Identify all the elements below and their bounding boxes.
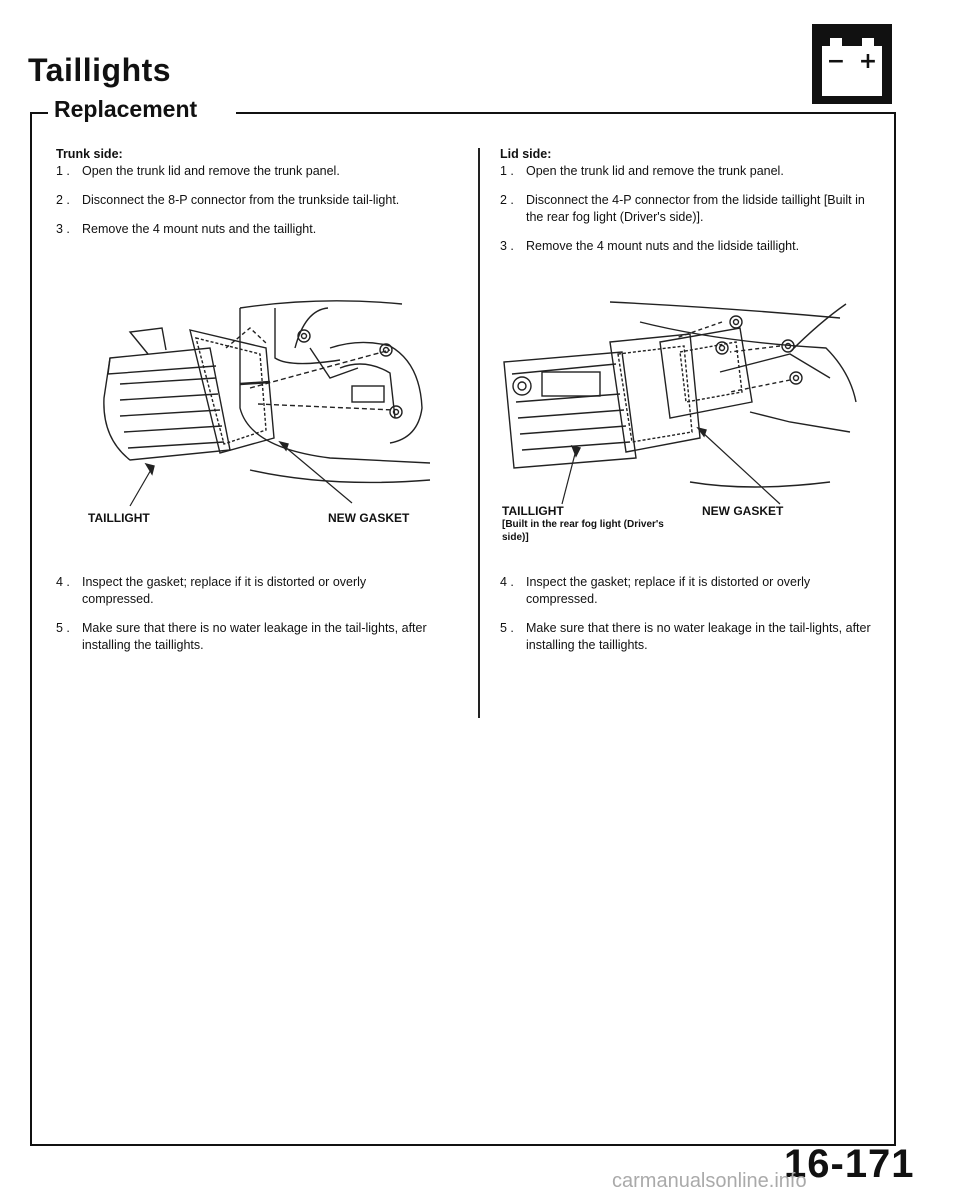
- trunk-side-steps-continued: [56, 574, 436, 654]
- lid-taillight-sublabel: [Built in the rear fog light (Driver's side)]: [502, 519, 664, 543]
- watermark: carmanualsonline.info: [612, 1170, 807, 1192]
- step-item: [56, 574, 436, 608]
- step-item: [500, 163, 880, 180]
- trunk-side-column: [56, 146, 436, 250]
- step-text: Inspect the gasket; replace if it is distorted or overly compressed.: [526, 575, 811, 606]
- step-number: 3 .: [56, 221, 70, 236]
- step-item: [500, 620, 880, 654]
- lid-side-steps-continued: [500, 574, 880, 654]
- lid-side-column: [500, 146, 880, 266]
- step-text: Make sure that there is no water leakage in the tail-lights, after installing the taillights.: [82, 620, 427, 652]
- lid-side-heading: Lid side:: [500, 147, 552, 161]
- lid-taillight-label: TAILLIGHT: [502, 504, 564, 518]
- step-item: [56, 620, 436, 654]
- lid-side-taillight-illustration: [490, 282, 870, 512]
- section-title: Replacement: [54, 96, 198, 122]
- step-number: 2 .: [56, 192, 70, 207]
- step-item: [500, 192, 880, 226]
- lid-side-followup: [500, 574, 880, 666]
- trunk-gasket-label: NEW GASKET: [328, 511, 410, 525]
- battery-minus-sign: −: [826, 49, 846, 74]
- trunk-side-heading: Trunk side:: [56, 147, 123, 161]
- step-number: 4 .: [56, 575, 70, 589]
- frame-top-rule-left: [30, 112, 48, 114]
- trunk-side-followup: [56, 574, 436, 666]
- step-item: [56, 163, 436, 180]
- battery-plus-sign: +: [858, 49, 878, 74]
- page-number: 16-171: [784, 1142, 915, 1186]
- frame-top-rule-right: [236, 112, 894, 114]
- step-number: 3 .: [500, 238, 514, 253]
- column-divider: [478, 148, 480, 718]
- trunk-side-steps: [56, 163, 436, 238]
- trunk-side-taillight-illustration: [90, 288, 470, 518]
- step-text: Remove the 4 mount nuts and the taillight.: [82, 221, 317, 236]
- battery-icon: [810, 22, 894, 106]
- step-number: 4 .: [500, 575, 514, 589]
- step-item: [56, 192, 436, 209]
- trunk-taillight-label: TAILLIGHT: [88, 511, 150, 525]
- lid-gasket-label: NEW GASKET: [702, 504, 784, 518]
- step-text: Remove the 4 mount nuts and the lidside taillight.: [526, 238, 800, 253]
- page-title: Taillights: [28, 52, 172, 88]
- lid-side-steps: [500, 163, 880, 255]
- step-item: [500, 574, 880, 608]
- step-text: Open the trunk lid and remove the trunk panel.: [526, 163, 784, 178]
- step-text: Open the trunk lid and remove the trunk panel.: [82, 163, 340, 178]
- step-number: 5 .: [500, 620, 514, 635]
- step-item: [500, 238, 880, 255]
- step-number: 2 .: [500, 192, 514, 207]
- step-text: Inspect the gasket; replace if it is distorted or overly compressed.: [82, 575, 367, 606]
- step-text: Disconnect the 4-P connector from the lidside taillight [Built in the rear fog light (Driver's side)].: [526, 192, 865, 224]
- step-text: Make sure that there is no water leakage in the tail-lights, after installing the taillights.: [526, 620, 871, 652]
- step-number: 5 .: [56, 620, 70, 635]
- step-number: 1 .: [500, 163, 514, 178]
- step-text: Disconnect the 8-P connector from the trunkside tail-light.: [82, 192, 400, 207]
- step-item: [56, 221, 436, 238]
- step-number: 1 .: [56, 163, 70, 178]
